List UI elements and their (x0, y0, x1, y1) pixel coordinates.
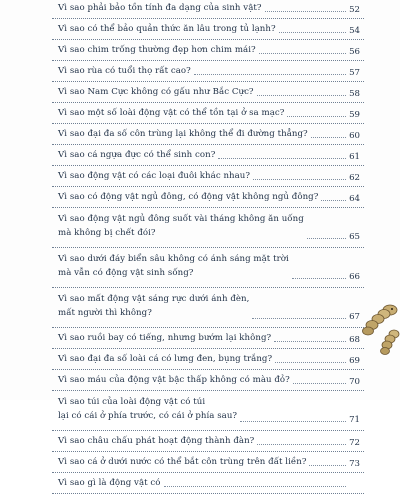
toc-entry-title: Vì sao động vật ngủ đông suốt vài tháng không ăn uống mà không bị chết đói? (58, 214, 304, 238)
toc-entry-title: Vì sao dưới đáy biển sâu không có ánh sáng mặt trời mà vẫn có động vật sinh sống? (58, 254, 289, 278)
toc-entry-page: 57 (349, 68, 360, 78)
toc-entry-page: 73 (349, 459, 360, 469)
toc-entry-title: Vì sao Nam Cực không có gấu như Bắc Cực? (58, 87, 254, 97)
toc-entry-title: Vì sao gì là động vật có (58, 478, 161, 488)
dot-leader (257, 95, 346, 96)
toc-entry (52, 82, 364, 103)
toc-entry-page: 72 (349, 438, 360, 448)
dot-leader (265, 11, 346, 12)
toc-entry-page: 66 (349, 272, 360, 282)
dot-leader (307, 238, 346, 239)
toc-entry-title: Vì sao có động vật ngủ đông, có động vật không ngủ đông? (58, 192, 319, 202)
toc-entry-title: Vì sao chim trống thường đẹp hơn chim mái? (58, 45, 256, 55)
toc-entry (52, 145, 364, 166)
toc-entry (52, 370, 364, 391)
toc-entry (52, 328, 364, 349)
toc-entry-title: Vì sao ruồi bay có tiếng, nhưng bướm lại không? (58, 333, 272, 343)
toc-entry-title: Vì sao rùa có tuổi thọ rất cao? (58, 66, 191, 76)
dot-leader (164, 486, 346, 487)
toc-entry (52, 0, 364, 19)
toc-entry (52, 40, 364, 61)
toc-entry-title: Vì sao máu của động vật bậc thấp không có màu đỏ? (58, 375, 290, 385)
dot-leader (194, 74, 346, 75)
toc-entry (52, 166, 364, 187)
toc-entry-title: Vì sao mất động vật sáng rực dưới ánh đèn, mất người thì không? (58, 294, 250, 318)
dot-leader (309, 465, 346, 466)
toc-entry (52, 19, 364, 40)
toc-entry-page: 61 (349, 152, 360, 162)
toc-entry (52, 208, 364, 248)
toc-entry-title: Vì sao động vật có các loại đuôi khác nhau? (58, 171, 251, 181)
toc-entry (52, 391, 364, 431)
toc-entry-page: 52 (349, 5, 360, 15)
dot-leader (257, 444, 346, 445)
toc-entry-page: 60 (349, 131, 360, 141)
toc-entry-page: 70 (349, 377, 360, 387)
dot-leader (259, 53, 346, 54)
toc-entry-page: 65 (349, 232, 360, 242)
toc-entry-title: Vì sao cá ngựa đực có thể sinh con? (58, 150, 216, 160)
toc-entry-page: 56 (349, 47, 360, 57)
toc-entry (52, 473, 364, 494)
dot-leader (218, 158, 346, 159)
dot-leader (275, 362, 346, 363)
toc-entry-title: Vì sao đại đa số loài cá có lưng đen, bụng trắng? (58, 354, 273, 364)
dot-leader (253, 179, 346, 180)
toc-entry-page: 54 (349, 26, 360, 36)
toc-entry (52, 431, 364, 452)
toc-entry-title: Vì sao có thể bảo quản thức ăn lâu trong tủ lạnh? (58, 24, 276, 34)
toc-entry-page: 64 (349, 194, 360, 204)
caterpillar-illustration (360, 300, 400, 360)
toc-entry-page: 67 (349, 312, 360, 322)
dot-leader (274, 341, 346, 342)
toc-entry (52, 288, 364, 328)
caterpillar-icon (381, 330, 400, 355)
dot-leader (279, 32, 346, 33)
toc-entry-title: Vì sao châu chấu phát hoạt động thành đàn? (58, 436, 255, 446)
dot-leader (311, 137, 346, 138)
toc-entry (52, 349, 364, 370)
toc-entry-page: 71 (349, 415, 360, 425)
toc-entry (52, 61, 364, 82)
dot-leader (321, 200, 346, 201)
dot-leader (292, 278, 346, 279)
toc-entry-title: Vì sao phải bảo tồn tính đa dạng của sinh vật? (58, 3, 262, 13)
table-of-contents (52, 0, 364, 494)
toc-entry (52, 124, 364, 145)
toc-entry-page: 58 (349, 89, 360, 99)
dot-leader (252, 318, 346, 319)
toc-entry-page: 62 (349, 173, 360, 183)
toc-entry-title: Vì sao một số loài động vật có thể tồn tại ở sa mạc? (58, 108, 285, 118)
toc-entry (52, 187, 364, 208)
dot-leader (293, 383, 346, 384)
toc-entry-page: 59 (349, 110, 360, 120)
toc-entry (52, 103, 364, 124)
toc-entry (52, 452, 364, 473)
toc-entry-page: 69 (349, 356, 360, 366)
toc-entry-title: Vì sao đại đa số côn trùng lại không thể đi đường thẳng? (58, 129, 308, 139)
toc-entry-title: Vì sao túi của loài động vật có túi lại có cái ở phía trước, có cái ở phía sau? (58, 397, 238, 421)
toc-entry-page: 68 (349, 335, 360, 345)
dot-leader (287, 116, 346, 117)
dot-leader (240, 421, 346, 422)
toc-entry (52, 248, 364, 288)
toc-entry-title: Vì sao cá ở dưới nước có thể bắt côn trùng trên đất liền? (58, 457, 307, 467)
